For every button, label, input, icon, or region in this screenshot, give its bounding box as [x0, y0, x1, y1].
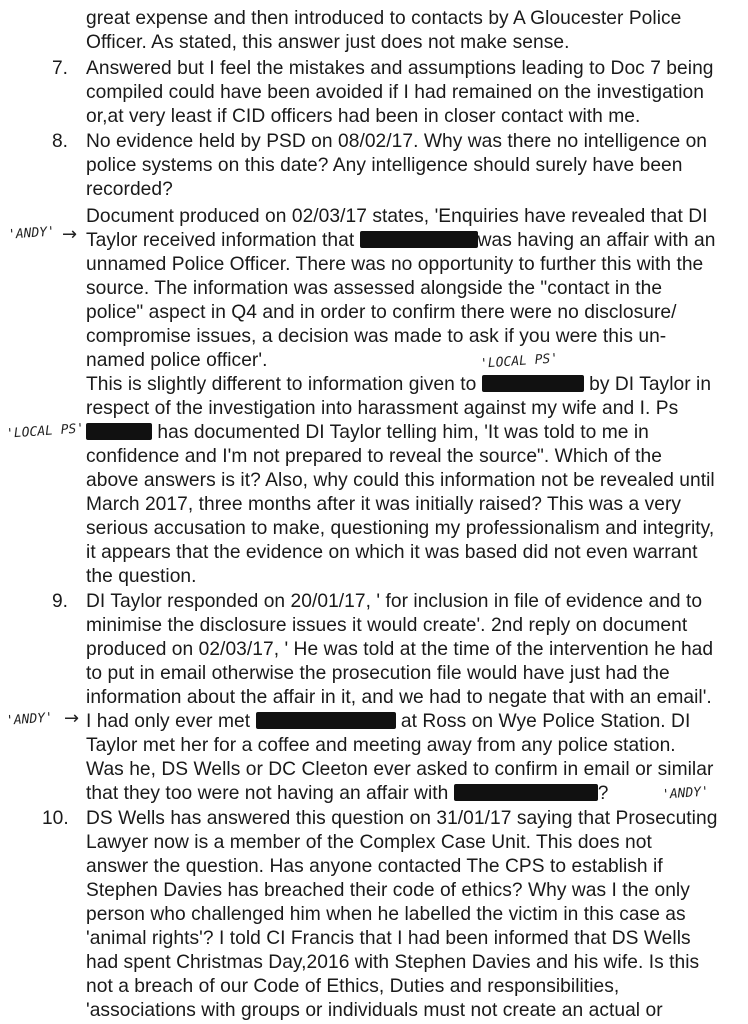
- redaction-block: [86, 423, 152, 440]
- text-line: it appears that the evidence on which it was based did not even warrant: [86, 542, 698, 563]
- text-line: person who challenged him when he labelled the victim in this case as: [86, 904, 686, 925]
- text-segment: at Ross on Wye Police Station. DI: [400, 711, 691, 732]
- text-line: confidence and I'm not prepared to reveal the source". Which of the: [86, 446, 662, 467]
- text-line: Answered but I feel the mistakes and assumptions leading to Doc 7 being: [86, 58, 714, 79]
- text-line: to put in email otherwise the prosecution file would have just had the: [86, 663, 670, 684]
- text-line: or,at very least if CID officers had been in closer contact with me.: [86, 106, 641, 127]
- text-line: respect of the investigation into harassment against my wife and I. Ps: [86, 398, 679, 419]
- text-line: Stephen Davies has breached their code of ethics? Why was I the only: [86, 880, 690, 901]
- text-line: serious accusation to make, questioning my professionalism and integrity,: [86, 518, 715, 539]
- text-line: DI Taylor responded on 20/01/17, ' for inclusion in file of evidence and to: [86, 591, 703, 612]
- text-line: Taylor met her for a coffee and meeting away from any police station.: [86, 735, 676, 756]
- arrow-icon: →: [64, 708, 80, 729]
- redaction-block: [360, 231, 478, 248]
- text-line: Lawyer now is a member of the Complex Case Unit. This does not: [86, 832, 652, 853]
- text-line: [86, 710, 690, 734]
- handwritten-annotation: 'ANDY': [5, 710, 54, 729]
- text-line: great expense and then introduced to contacts by A Gloucester Police: [86, 8, 682, 29]
- text-segment: was having an affair with an: [477, 230, 716, 251]
- text-segment: I had only ever met: [86, 711, 251, 732]
- text-line: 'animal rights'? I told CI Francis that I had been informed that DS Wells: [86, 928, 691, 949]
- text-line: compiled could have been avoided if I had remained on the investigation: [86, 82, 704, 103]
- item-number-9: 9.: [52, 591, 69, 612]
- text-line: police systems on this date? Any intelligence should surely have been: [86, 155, 683, 176]
- text-line: police" aspect in Q4 and in order to confirm there were no disclosure/: [86, 302, 677, 323]
- text-line: [86, 373, 711, 397]
- text-segment: Taylor received information that: [86, 230, 355, 251]
- text-line: March 2017, three months after it was initially raised? This was a very: [86, 494, 682, 515]
- item-number-8: 8.: [52, 131, 69, 152]
- redaction-block: [454, 784, 598, 801]
- text-segment: has documented DI Taylor telling him, 'It was told to me in: [157, 422, 649, 443]
- text-line: minimise the disclosure issues it would create'. 2nd reply on document: [86, 615, 688, 636]
- redaction-block: [482, 375, 584, 392]
- text-line: above answers is it? Also, why could this information not be revealed until: [86, 470, 715, 491]
- text-segment: This is slightly different to information given to: [86, 374, 477, 395]
- item-number-10: 10.: [42, 808, 69, 829]
- handwritten-annotation: 'ANDY': [661, 784, 710, 803]
- text-line: [86, 782, 609, 806]
- text-line: answer the question. Has anyone contacted The CPS to establish if: [86, 856, 663, 877]
- text-line: DS Wells has answered this question on 31/01/17 saying that Prosecuting: [86, 808, 718, 829]
- text-line: recorded?: [86, 179, 173, 200]
- arrow-icon: →: [62, 224, 78, 245]
- text-line: Document produced on 02/03/17 states, 'Enquiries have revealed that DI: [86, 206, 708, 227]
- redaction-block: [256, 712, 396, 729]
- text-line: [86, 421, 649, 445]
- text-line: No evidence held by PSD on 08/02/17. Why was there no intelligence on: [86, 131, 708, 152]
- text-line: compromise issues, a decision was made to ask if you were this un-: [86, 326, 667, 347]
- handwritten-annotation: 'ANDY': [7, 224, 56, 243]
- text-line: the question.: [86, 566, 197, 587]
- text-line: produced on 02/03/17, ' He was told at the time of the intervention he had: [86, 639, 714, 660]
- text-line: 'associations with groups or individuals must not create an actual or: [86, 1000, 663, 1021]
- text-line: source. The information was assessed alongside the "contact in the: [86, 278, 663, 299]
- text-line: not a breach of our Code of Ethics, Duties and responsibilities,: [86, 976, 620, 997]
- item-number-7: 7.: [52, 58, 69, 79]
- text-segment: that they too were not having an affair with: [86, 783, 449, 804]
- text-line: Officer. As stated, this answer just does not make sense.: [86, 32, 570, 53]
- handwritten-annotation: 'LOCAL PS': [5, 421, 85, 442]
- text-line: had spent Christmas Day,2016 with Stephen Davies and his wife. Is this: [86, 952, 700, 973]
- text-line: Was he, DS Wells or DC Cleeton ever asked to confirm in email or similar: [86, 759, 714, 780]
- text-segment: by DI Taylor in: [589, 374, 712, 395]
- text-segment: ?: [597, 783, 609, 804]
- text-line: [86, 229, 715, 253]
- text-line: information about the affair in it, and we had to negate that with an email'.: [86, 687, 712, 708]
- handwritten-annotation: 'LOCAL PS': [479, 351, 559, 372]
- text-line: unnamed Police Officer. There was no opportunity to further this with the: [86, 254, 704, 275]
- text-line: named police officer'.: [86, 350, 268, 371]
